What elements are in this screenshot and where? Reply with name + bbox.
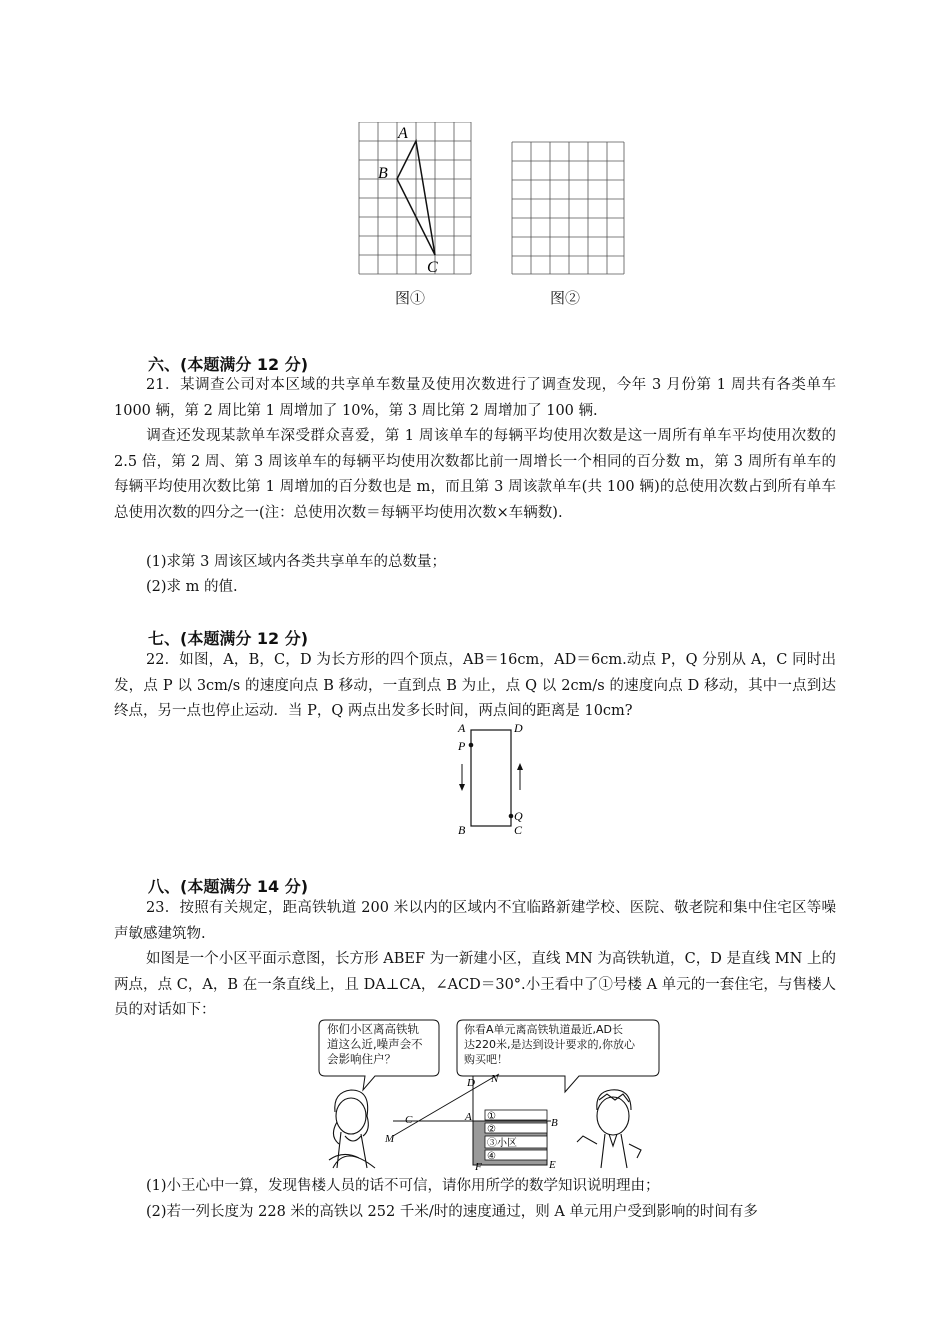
section-6-heading: 六、(本题满分 12 分) — [148, 355, 309, 374]
figure-1-caption: 图① — [395, 289, 426, 307]
q21-text: 21．某调查公司对本区域的共享单车数量及使用次数进行了调查发现，今年 3 月份第 1 周共有各类单车 1000 辆，第 2 周比第 1 周增加了 10%，第 3 周比第 2 周增加了 100 辆. — [114, 377, 836, 419]
fig-label-M: M — [385, 1133, 395, 1145]
label-B: B — [378, 165, 388, 182]
fig-label-C: C — [405, 1114, 413, 1126]
rect-label-A: A — [458, 721, 466, 735]
figure-2-caption: 图② — [550, 289, 581, 307]
rect-label-Q: Q — [514, 809, 523, 823]
q23-text-2: 如图是一个小区平面示意图，长方形 ABEF 为一新建小区，直线 MN 为高铁轨道，C，D 是直线 MN 上的两点，点 C，A，B 在一条直线上，且 DA⊥CA，∠ACD＝30°.小王看中了①号楼 A 单元的一套住宅，与售楼人员的对话如下： — [114, 951, 836, 1018]
grid-figure-1 — [355, 122, 475, 278]
fig-label-D: D — [467, 1077, 475, 1089]
fig-label-N: N — [491, 1073, 499, 1085]
rect-label-C: C — [514, 823, 523, 837]
q21-part-2: (2)求 m 的值. — [146, 579, 238, 595]
section-7-heading: 七、(本题满分 12 分) — [148, 629, 309, 648]
grid-figure-2 — [508, 140, 628, 278]
building-3: ③小区 — [487, 1138, 517, 1149]
fig-label-E: E — [549, 1159, 556, 1170]
woman-illustration — [329, 1090, 375, 1168]
building-2: ② — [487, 1124, 496, 1135]
fig-label-B: B — [551, 1117, 558, 1129]
q22-text: 22．如图，A，B，C，D 为长方形的四个顶点，AB＝16cm，AD＝6cm.动点 P，Q 分别从 A，C 同时出发，点 P 以 3cm/s 的速度向点 B 移动，一直到点 B 为止，点 Q 以 2cm/s 的速度向点 D 移动，其中一点到达终点，另一点也停止运动．当 P，Q 两点出发多长时间，两点间的距离是 10cm? — [114, 652, 836, 719]
rectangle-figure — [452, 720, 532, 838]
fig-label-A: A — [465, 1111, 472, 1123]
label-A: A — [398, 125, 408, 142]
rect-label-B: B — [458, 823, 466, 837]
q23-part-2: (2)若一列长度为 228 米的高铁以 252 千米/时的速度通过，则 A 单元用户受到影响的时间有多 — [146, 1204, 758, 1220]
rect-label-D: D — [514, 721, 523, 735]
building-4: ④ — [487, 1151, 496, 1162]
building-1: ① — [487, 1111, 496, 1122]
q21-text-2: 调查还发现某款单车深受群众喜爱，第 1 周该单车的每辆平均使用次数是这一周所有单车平均使用次数的 2.5 倍，第 2 周、第 3 周该单车的每辆平均使用次数都比前一周增长一个相同的百分数 m，第 3 周所有单车的每辆平均使用次数比第 1 周增加的百分数也是 m，而且第 3 周该款单车(共 100 辆)的总使用次数占到所有单车总使用次数的四分之一(注：总使用次数＝每辆平均使用次数×车辆数). — [114, 428, 836, 521]
q23-part-1: (1)小王心中一算，发现售楼人员的话不可信，请你用所学的数学知识说明理由； — [146, 1178, 660, 1194]
rect-label-P: P — [458, 739, 466, 753]
section-8-heading: 八、(本题满分 14 分) — [148, 877, 309, 896]
bubble-left: 你们小区离高铁轨 道这么近,噪声会不 会影响住户？ — [327, 1022, 423, 1066]
bubble-right: 你看A单元离高铁轨道最近,AD长 达220米,是达到设计要求的,你放心 购买吧！ — [464, 1023, 635, 1066]
q23-text: 23．按照有关规定，距高铁轨道 200 米以内的区域内不宜临路新建学校、医院、敬老院和集中住宅区等噪声敏感建筑物. — [114, 900, 836, 942]
label-C: C — [427, 259, 438, 276]
fig-label-F: F — [475, 1161, 482, 1170]
man-illustration — [577, 1090, 641, 1168]
q21-part-1: (1)求第 3 周该区域内各类共享单车的总数量； — [146, 554, 446, 570]
